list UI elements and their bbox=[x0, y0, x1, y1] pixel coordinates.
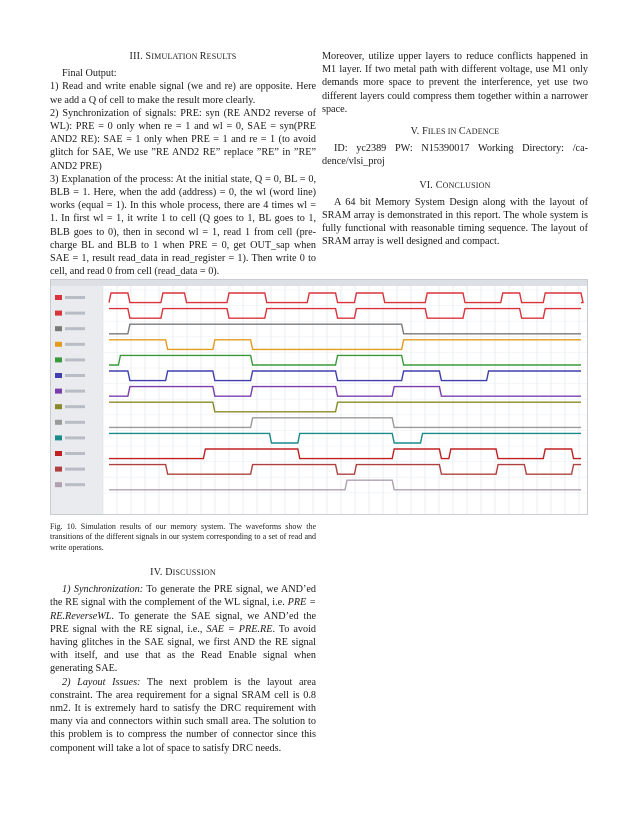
paragraph-synchronization-discussion: 1) Synchronization: To generate the PRE signal, we AND’ed the RE signal with the complement of the WL signal, i.e. PRE = RE.ReverseWL. To generate the SAE signal, we AND’ed the PRE signal with the RE signal, i.e., SAE = PRE.RE. To avoid having glitches in the SAE signal, we first AND the RE signal with itself, and use that as the Read Enable signal when generating SAE. bbox=[50, 584, 317, 675]
paragraph-read-write-enable: 1) Read and write enable signal (we and re) are opposite. Here we add a Q of cell to make the result more clearly. bbox=[50, 81, 316, 106]
right-column bbox=[322, 50, 588, 249]
paragraph-conclusion: A 64 bit Memory System Design along with the layout of SRAM array is demonstrated in this report. The whole system is fully functional with reasonable timing sequence. The layout of SRAM array is well designed and compact. bbox=[322, 196, 588, 248]
final-output-label: Final Output: bbox=[62, 68, 117, 80]
section-heading-files: V. FILES IN CADENCE bbox=[410, 126, 500, 138]
figure-simulation-waveforms bbox=[50, 279, 588, 515]
paragraph-explanation: 3) Explanation of the process: At the initial state, Q = 0, BL = 0, BLB = 1. Here, when the add (address) = 0, the wl (word line) works (equal = 1). In this whole process, there are 4 times wl = 1. In first wl = 1, it write 1 to cell (Q goes to 1, BL goes to 1, BLB goes to 0), then in second wl = 1, read 1 from cell (pre-charge BL and BLB to 1 when PRE = 0, get OUT_sap when SAE = 1, result read_data in read_register = 1). Then write 0 to cell, and read 0 from cell (read_data = 0). bbox=[50, 173, 316, 278]
discussion-section bbox=[50, 566, 316, 755]
paragraph-layout-issues: 2) Layout Issues: The next problem is the layout area constraint. The area requirement for a signal SRAM cell is 0.8 nm2. It is extremely hard to satisfy the DRC requirement with many via and connectors within such small area. The solution to this problem is to compress the number of connector since this component will take a lot of space to satisfy DRC needs. bbox=[50, 676, 316, 754]
paragraph-synchronization: 2) Synchronization of signals: PRE: syn (RE AND2 reverse of WL): PRE = 0 only when re = 1 and wl = 0, SAE = syn(PRE AND2 RE): SAE = 1 only when PRE = 1 and re = 1 (to avoid glitch for SAE, We use ”RE AND2 RE” replace ”RE” in ”RE” AND2 PRE) bbox=[50, 107, 316, 172]
waveform-plot bbox=[51, 286, 587, 514]
section-heading-discussion: IV. DISCUSSION bbox=[150, 567, 216, 578]
left-column bbox=[50, 50, 316, 278]
paragraph-upper-layers: Moreover, utilize upper layers to reduce conflicts happened in M1 layer. If two metal path with different voltage, use M1 only demands more space to prevent the interference, yet use two different layers could compress them together within a narrower space. bbox=[322, 51, 588, 115]
section-heading-simulation-results: III. SIMULATION RESULTS bbox=[129, 51, 237, 62]
section-heading-conclusion: VI. CONCLUSION bbox=[419, 179, 491, 191]
figure-caption: Fig. 10. Simulation results of our memory system. The waveforms show the transitions of the different signals in our system corresponding to a set of read and write operations. bbox=[50, 522, 316, 552]
paragraph-files-in-cadence: ID: yc2389 PW: N15390017 Working Directory: /ca-dence/vlsi_proj bbox=[322, 143, 588, 168]
